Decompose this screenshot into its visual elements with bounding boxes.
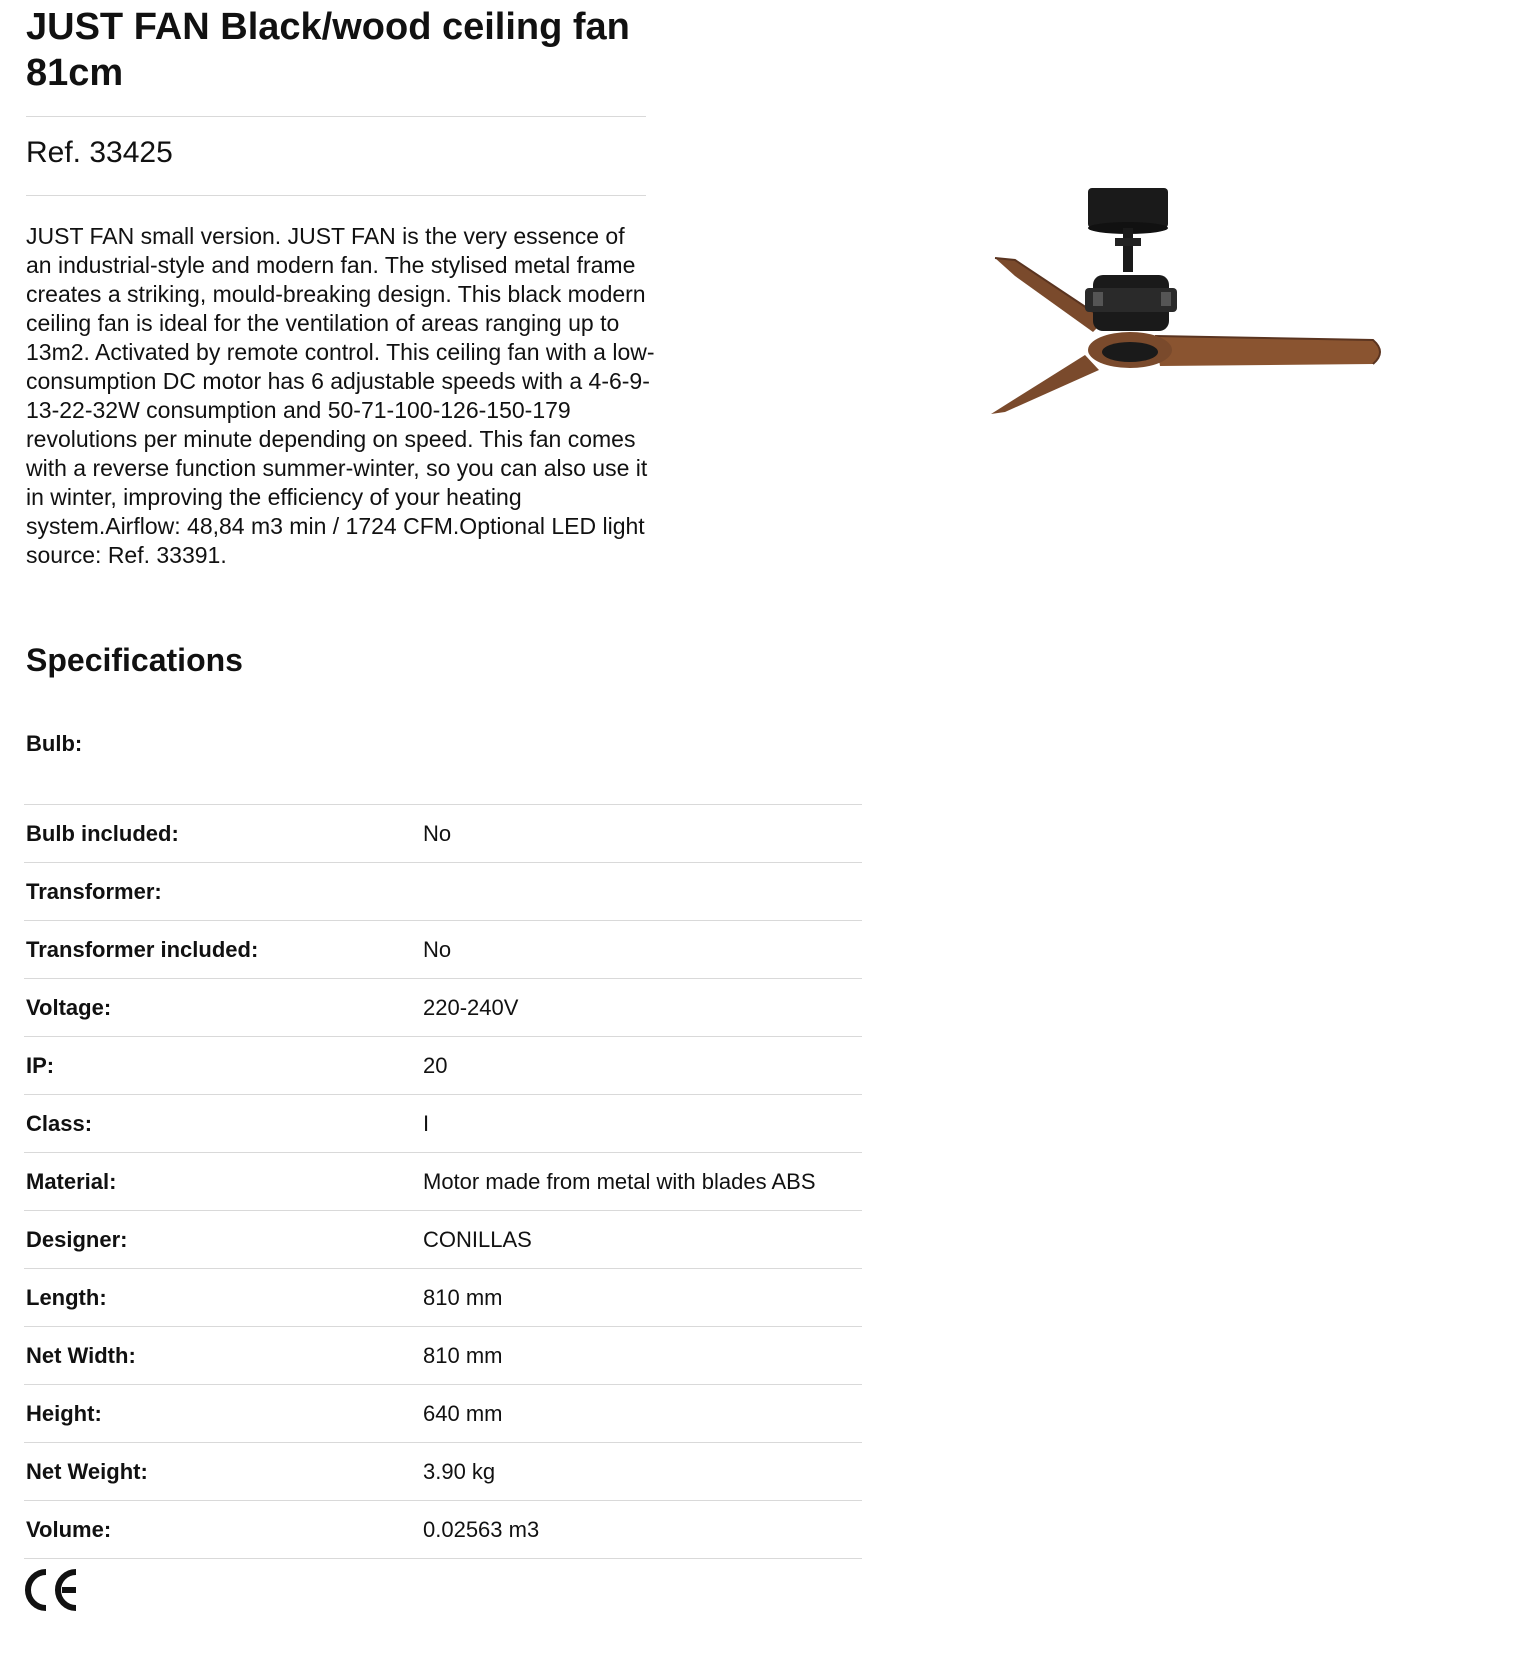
divider [26,116,646,117]
spec-label: Designer: [26,1226,128,1252]
spec-label: Length: [26,1284,107,1310]
spec-value: No [423,936,452,962]
spec-row [24,1036,862,1094]
spec-value: I [423,1110,430,1136]
product-description: JUST FAN small version. JUST FAN is the very essence of an industrial-style and modern fan. The stylised metal frame creates a striking, mould-breaking design. This black modern ceiling fan is ideal for the ventilation of areas ranging up to 13m2. Activated by remote control. This ceiling fan with a low-consumption DC motor has 6 adjustable speeds with a 4-6-9-13-22-32W consumption and 50-71-100-126-150-179 revolutions per minute depending on speed. This fan comes with a reverse function summer-winter, so you can also use it in winter, improving the efficiency of your heating system.Airflow: 48,84 m3 min / 1724 CFM.Optional LED light source: Ref. 33391. [26,223,655,568]
spec-value: 20 [423,1052,448,1078]
spec-label: IP: [26,1052,55,1078]
product-header [26,0,655,570]
specifications-heading: Specifications [26,642,243,678]
spec-row [24,1384,862,1442]
spec-row [24,920,862,978]
spec-row [24,804,862,862]
spec-value: 3.90 kg [423,1458,496,1484]
specifications-table [24,804,862,1559]
spec-label: Voltage: [26,994,112,1020]
spec-value: 220-240V [423,994,519,1020]
spec-label: Height: [26,1400,102,1426]
spec-label: Net Weight: [26,1458,148,1484]
product-title: JUST FAN Black/wood ceiling fan 81cm [26,6,630,94]
spec-row [24,1152,862,1210]
ceiling-fan-image [975,180,1395,430]
ce-mark-icon [22,1566,82,1614]
spec-row [24,1442,862,1500]
spec-value: Motor made from metal with blades ABS [423,1168,816,1194]
divider [26,195,646,196]
spec-value: 640 mm [423,1400,503,1426]
spec-row [24,978,862,1036]
spec-label: Material: [26,1168,117,1194]
spec-row [24,862,862,920]
spec-row [24,1268,862,1326]
spec-label: Transformer included: [26,936,259,962]
spec-row [24,1500,862,1559]
spec-value: No [423,820,452,846]
product-reference: Ref. 33425 [26,136,173,169]
spec-value: 810 mm [423,1342,503,1368]
spec-row [24,1094,862,1152]
spec-label: Class: [26,1110,93,1136]
spec-row [24,1210,862,1268]
spec-row [24,1326,862,1384]
spec-label: Transformer: [26,878,162,904]
spec-value: 0.02563 m3 [423,1516,540,1542]
spec-label: Net Width: [26,1342,136,1368]
spec-label: Volume: [26,1516,112,1542]
spec-label: Bulb included: [26,820,179,846]
spec-value: 810 mm [423,1284,503,1310]
spec-bulb-label: Bulb: [26,731,83,756]
spec-value: CONILLAS [423,1226,532,1252]
